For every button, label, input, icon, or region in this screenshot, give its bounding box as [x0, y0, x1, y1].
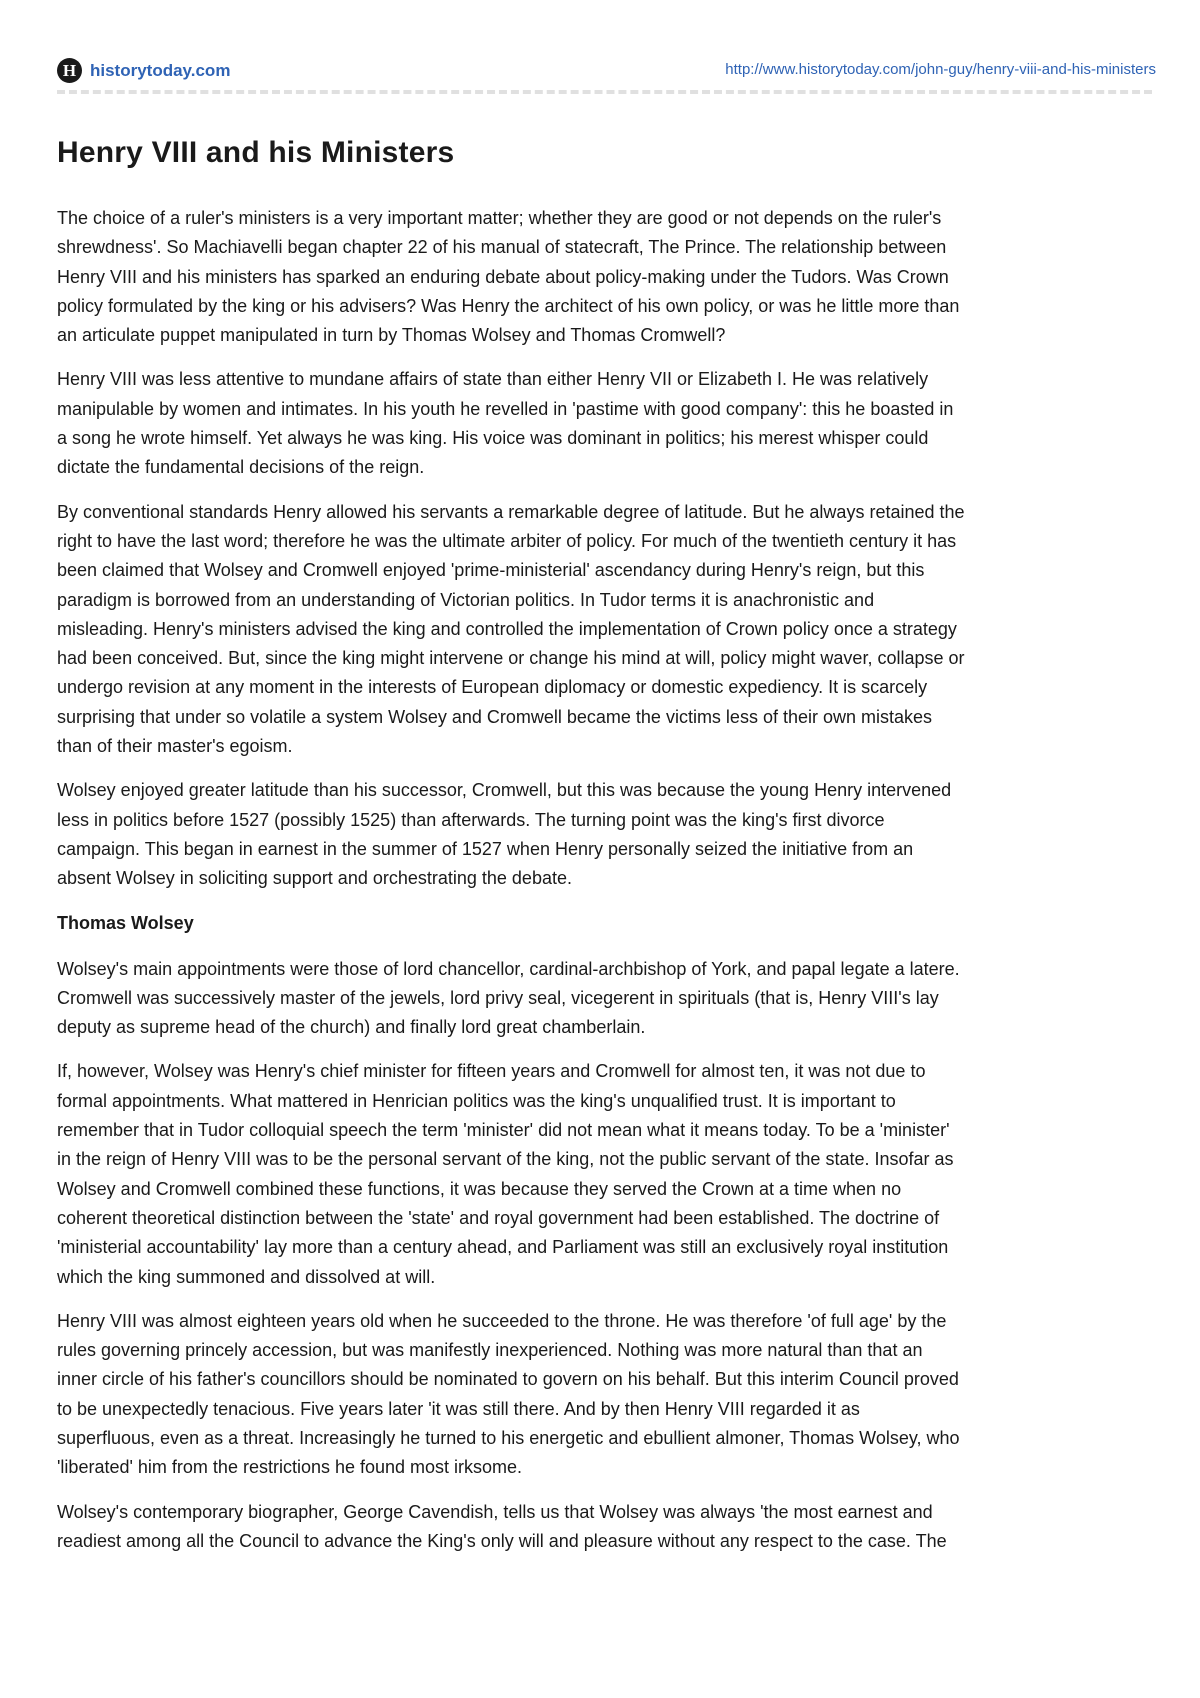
paragraph-2: [57, 365, 1152, 482]
text-line: right to have the last word; therefore he was the ultimate arbiter of policy. For much of the twentieth century it has: [57, 530, 957, 551]
text-line: a song he wrote himself. Yet always he was king. His voice was dominant in politics; his merest whisper could: [57, 428, 929, 449]
document-page: [57, 54, 1156, 1571]
text-line: The choice of a ruler's ministers is a very important matter; whether they are good or not depends on the ruler's: [57, 208, 942, 228]
text-line: an articulate puppet manipulated in turn by Thomas Wolsey and Thomas Cromwell?: [57, 325, 726, 346]
paragraph-4: [57, 776, 1152, 893]
text-line: shrewdness'. So Machiavelli began chapter 22 of his manual of statecraft, The Prince. The relationship between: [57, 237, 947, 258]
history-today-logo-icon: H: [57, 58, 82, 83]
text-line: undergo revision at any moment in the interests of European diplomacy or domestic expediency. It is scarcely: [57, 677, 928, 698]
text-line: paradigm is borrowed from an understanding of Victorian politics. In Tudor terms it is anachronistic and: [57, 589, 875, 610]
header-divider: [57, 90, 1152, 94]
text-line: Wolsey and Cromwell combined these functions, it was because they served the Crown at a time when no: [57, 1178, 902, 1199]
text-line: If, however, Wolsey was Henry's chief minister for fifteen years and Cromwell for almost ten, it was not due to: [57, 1061, 926, 1082]
text-line: Wolsey enjoyed greater latitude than his successor, Cromwell, but this was because the young Henry intervened: [57, 780, 952, 801]
text-line: Cromwell was successively master of the jewels, lord privy seal, vicegerent in spirituals (that is, Henry VIII's lay: [57, 987, 939, 1008]
text-line: superfluous, even as a threat. Increasingly he turned to his energetic and ebullient almoner, Thomas Wolsey, who: [57, 1427, 960, 1448]
text-line: less in politics before 1527 (possibly 1525) than afterwards. The turning point was the king's first divorce: [57, 809, 885, 830]
section-heading-thomas-wolsey: Thomas Wolsey: [57, 912, 194, 933]
text-line: policy formulated by the king or his advisers? Was Henry the architect of his own policy, or was he little more than: [57, 295, 960, 316]
text-line: been claimed that Wolsey and Cromwell enjoyed 'prime-ministerial' ascendancy during Henry's reign, but this: [57, 560, 925, 581]
page-header: [57, 54, 1156, 84]
text-line: 'liberated' him from the restrictions he found most irksome.: [57, 1457, 523, 1478]
text-line: which the king summoned and dissolved at will.: [57, 1266, 436, 1287]
text-line: remember that in Tudor colloquial speech the term 'minister' did not mean what it means today. To be a 'minister': [57, 1120, 950, 1141]
text-line: coherent theoretical distinction between the 'state' and royal government had been established. The doctrine of: [57, 1207, 940, 1228]
text-line: than of their master's egoism.: [57, 736, 293, 757]
text-line: 'ministerial accountability' lay more than a century ahead, and Parliament was still an exclusively royal institution: [57, 1237, 949, 1258]
text-line: inner circle of his father's councillors should be nominated to govern on his behalf. But this interim Council proved: [57, 1369, 959, 1390]
text-line: Henry VIII was less attentive to mundane affairs of state than either Henry VII or Elizabeth I. He was relatively: [57, 369, 929, 390]
paragraph-3: [57, 498, 1152, 762]
text-line: Henry VIII was almost eighteen years old when he succeeded to the throne. He was therefore 'of full age' by the: [57, 1310, 947, 1331]
text-line: had been conceived. But, since the king might intervene or change his mind at will, policy might waver, collapse or: [57, 648, 965, 669]
paragraph-6: [57, 1057, 1152, 1291]
site-logo[interactable]: [57, 58, 230, 83]
text-line: to be unexpectedly tenacious. Five years later 'it was still there. And by then Henry VIII regarded it as: [57, 1398, 860, 1419]
text-line: campaign. This began in earnest in the summer of 1527 when Henry personally seized the initiative from an: [57, 838, 914, 859]
text-line: Wolsey's main appointments were those of lord chancellor, cardinal-archbishop of York, and papal legate a latere.: [57, 958, 960, 979]
article-url-link[interactable]: http://www.historytoday.com/john-guy/henry-viii-and-his-ministers: [725, 61, 1156, 78]
text-line: formal appointments. What mattered in Henrician politics was the king's unqualified trust. It is important to: [57, 1090, 896, 1111]
text-line: deputy as supreme head of the church) and finally lord great chamberlain.: [57, 1017, 646, 1038]
text-line: absent Wolsey in soliciting support and orchestrating the debate.: [57, 868, 572, 889]
text-line: manipulable by women and intimates. In his youth he revelled in 'pastime with good company': this he boasted in: [57, 398, 954, 419]
text-line: in the reign of Henry VIII was to be the personal servant of the king, not the public servant of the state. Insofar as: [57, 1149, 954, 1170]
article-body: [57, 204, 1152, 1556]
text-line: rules governing princely accession, but was manifestly inexperienced. Nothing was more natural than that an: [57, 1340, 923, 1361]
article-title: Henry VIII and his Ministers: [57, 136, 455, 169]
text-line: readiest among all the Council to advance the King's only will and pleasure without any respect to the case. The: [57, 1530, 947, 1551]
text-line: surprising that under so volatile a system Wolsey and Cromwell became the victims less of their own mistakes: [57, 706, 933, 727]
text-line: dictate the fundamental decisions of the reign.: [57, 457, 425, 478]
paragraph-7: [57, 1307, 1152, 1483]
paragraph-5: [57, 955, 1152, 1043]
text-line: Henry VIII and his ministers has sparked an enduring debate about policy-making under the Tudors. Was Crown: [57, 266, 949, 287]
text-line: Wolsey's contemporary biographer, George Cavendish, tells us that Wolsey was always 'the most earnest and: [57, 1501, 933, 1522]
site-name-link[interactable]: historytoday.com: [90, 60, 231, 80]
text-line: By conventional standards Henry allowed his servants a remarkable degree of latitude. But he always retained the: [57, 501, 965, 522]
paragraph-8: [57, 1498, 1152, 1557]
paragraph-1: [57, 204, 1152, 350]
text-line: misleading. Henry's ministers advised the king and controlled the implementation of Crown policy once a strategy: [57, 618, 957, 639]
